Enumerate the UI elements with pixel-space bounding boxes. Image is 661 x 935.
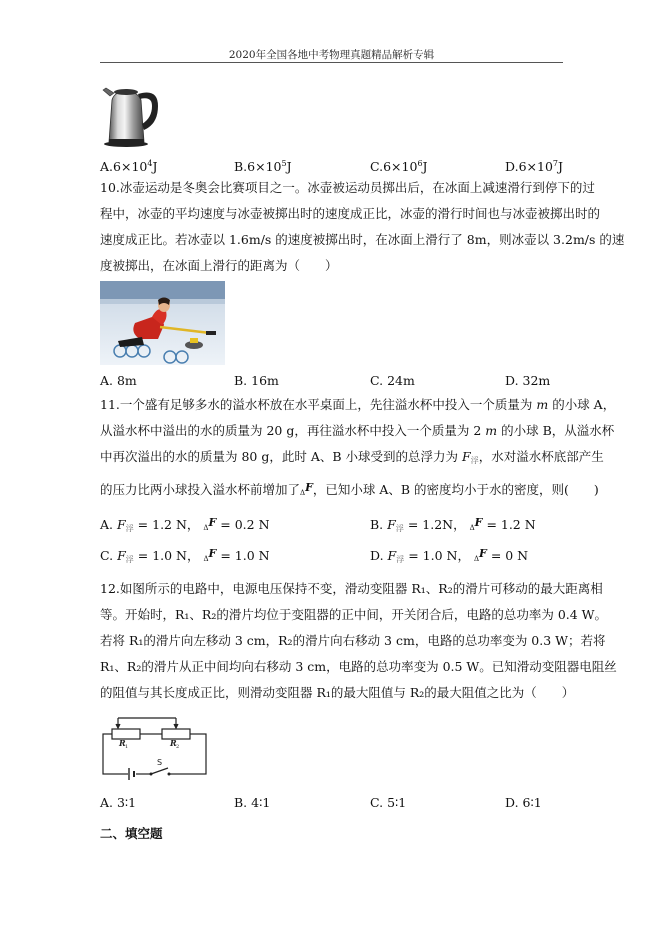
q10-option-d: D. 32m <box>505 373 551 388</box>
q9-option-d: $D.6\times 10^7J$ <box>505 159 564 175</box>
q9-option-b: $B.6\times 10^5J$ <box>234 159 292 175</box>
q10-option-a: A. 8m <box>100 373 137 388</box>
q11-option-a: A. $F_浮 = 1.2$ N， ΔF = 0.2 N <box>100 516 270 533</box>
circuit-diagram <box>100 714 210 780</box>
q11-line-1: 11.一个盛有足够多水的溢水杯放在水平桌面上，先往溢水杯中投入一个质量为 m 的小球 A， <box>100 397 616 412</box>
q10-line-4: 度被掷出，在冰面上滑行的距离为（ ） <box>100 258 338 273</box>
q10-option-b: B. 16m <box>234 373 279 388</box>
q10-line-2: 程中，冰壶的平均速度与冰壶被掷出时的速度成正比，冰壶的滑行时间也与冰壶被掷出时的 <box>100 206 601 221</box>
q9-option-c: $C.6\times 10^6J$ <box>370 159 428 175</box>
q12-line-5: 的阻值与其长度成正比，则滑动变阻器 R₁的最大阻值与 R₂的最大阻值之比为（ ） <box>100 685 575 700</box>
q10-line-3: 速度成正比。若冰壶以 1.6m/s 的速度被掷出时，在冰面上滑行了 8m，则冰壶以 3.2m/s 的速 <box>100 232 625 247</box>
section-title: 二、填空题 <box>100 826 163 841</box>
q9-option-a: $A.6\times 10^4J$ <box>100 159 158 175</box>
q12-option-c: C. 5∶1 <box>370 795 407 810</box>
q12-option-b: B. 4∶1 <box>234 795 271 810</box>
switch-label: S <box>157 758 163 767</box>
r1-subscript: 1 <box>125 744 129 750</box>
r2-label: R <box>170 738 177 748</box>
kettle-image <box>100 82 162 148</box>
r2-subscript: 2 <box>176 744 180 750</box>
q12-option-a: A. 3∶1 <box>100 795 137 810</box>
r1-label: R <box>119 738 126 748</box>
curling-photo <box>100 281 225 365</box>
q10-line-1: 10.冰壶运动是冬奥会比赛项目之一。冰壶被运动员掷出后，在冰面上减速滑行到停下的过 <box>100 180 595 195</box>
q12-line-1: 12.如图所示的电路中，电源电压保持不变，滑动变阻器 R₁、R₂的滑片可移动的最大距离相 <box>100 581 603 596</box>
q12-line-3: 若将 R₁的滑片向左移动 3 cm，R₂的滑片向右移动 3 cm，电路的总功率变为 0.3 W；若将 <box>100 633 606 648</box>
page-header: 2020年全国各地中考物理真题精品解析专辑 <box>228 49 435 61</box>
q11-option-c: C. $F_浮 = 1.0$ N， ΔF = 1.0 N <box>100 547 270 564</box>
q10-option-c: C. 24m <box>370 373 415 388</box>
q11-option-b: B. $F_浮 = 1.2N$， ΔF = 1.2 N <box>370 516 536 533</box>
q11-line-2: 从溢水杯中溢出的水的质量为 20 g，再往溢水杯中投入一个质量为 2 m 的小球 B，从溢水杯 <box>100 423 615 438</box>
q12-option-d: D. 6∶1 <box>505 795 542 810</box>
q11-line-3: 中再次溢出的水的质量为 80 g，此时 A、B 小球受到的总浮力为 $F_浮$，水对溢水杯底部产生 <box>100 449 604 465</box>
q11-line-4: 的压力比两小球投入溢水杯前增加了ΔF，已知小球 A、B 的密度均小于水的密度，则( ) <box>100 481 599 497</box>
q11-option-d: D. $F_浮 = 1.0$ N， ΔF = 0 N <box>370 547 529 564</box>
q12-line-4: R₁、R₂的滑片从正中间均向右移动 3 cm，电路的总功率变为 0.5 W。已知滑动变阻器电阻丝 <box>100 659 617 674</box>
header-divider <box>100 62 563 63</box>
q12-line-2: 等。开始时，R₁、R₂的滑片均位于变阻器的正中间，开关闭合后，电路的总功率为 0.4 W。 <box>100 607 608 622</box>
